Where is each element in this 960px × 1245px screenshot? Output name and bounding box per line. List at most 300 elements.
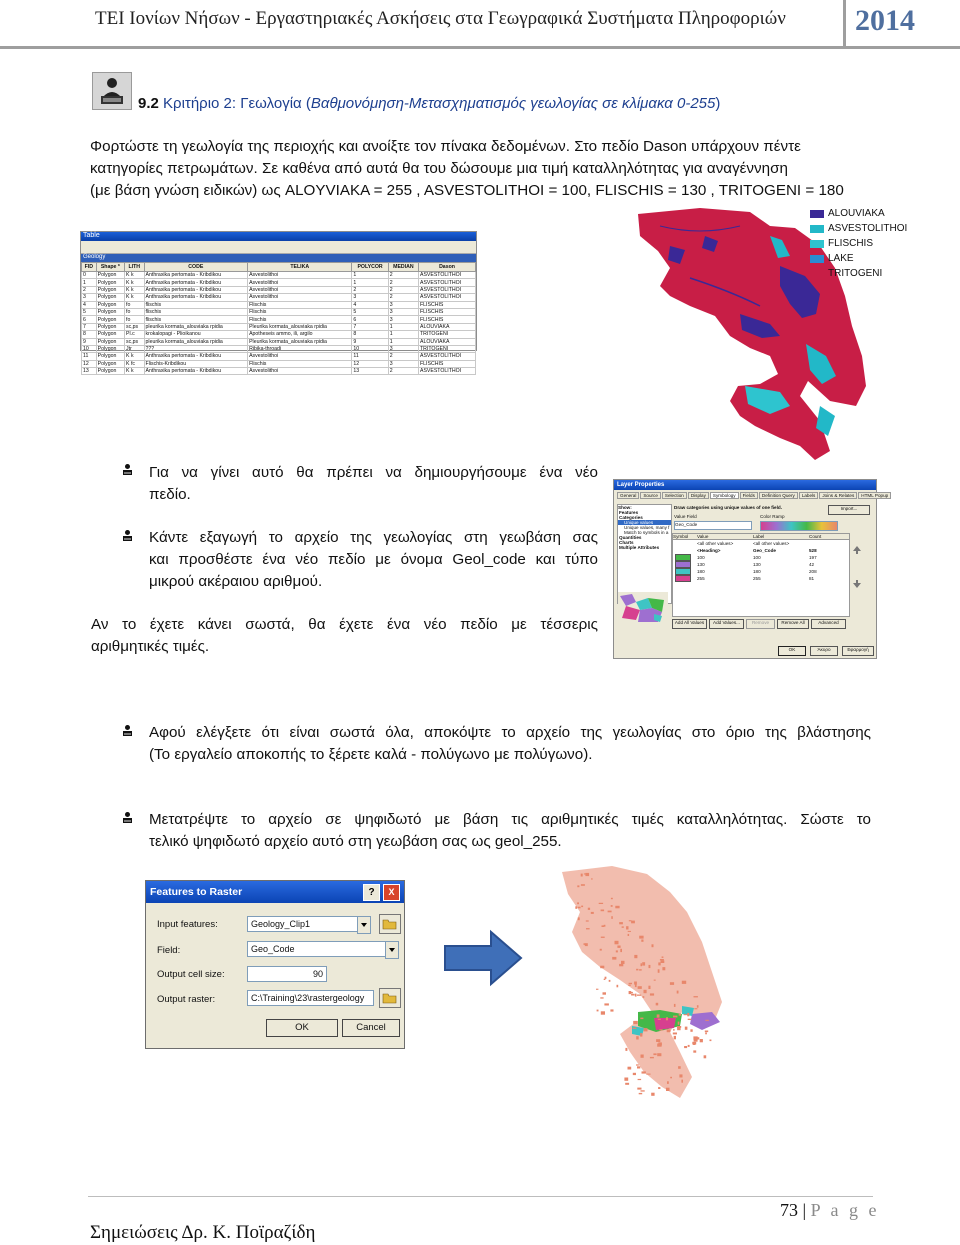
label-cell: 130: [753, 562, 761, 567]
table-cell: 9: [352, 338, 388, 345]
table-cell: 4: [352, 301, 388, 308]
running-header: ΤΕΙ Ιονίων Νήσων - Εργαστηριακές Ασκήσεις στα Γεωγραφικά Συστήματα Πληροφοριών: [95, 8, 786, 29]
raster-cell: [605, 977, 607, 979]
tab-joins-relates[interactable]: Joins & Relates: [819, 492, 857, 499]
column-header[interactable]: CODE: [144, 263, 248, 272]
table-cell: 2: [82, 286, 97, 293]
table-cell: flischis: [144, 316, 248, 323]
bullet-person-icon: [121, 811, 134, 824]
header-year: 2014: [855, 4, 915, 37]
output-raster-label: Output raster:: [157, 994, 216, 1005]
table-cell: 0: [82, 272, 97, 279]
raster-cell: [678, 1022, 680, 1025]
input-features-label: Input features:: [157, 919, 218, 930]
table-row[interactable]: [82, 294, 476, 301]
legend-label: LAKE: [828, 253, 854, 264]
value-cell: 130: [697, 562, 705, 567]
show-item[interactable]: Charts: [619, 540, 634, 545]
raster-cell: [679, 1014, 681, 1016]
table-cell: Anthraxika pertomata - Kribdikou: [144, 353, 248, 360]
raster-cell: [616, 950, 618, 952]
apply-button[interactable]: Εφαρμογή: [842, 646, 874, 656]
tab-source[interactable]: Source: [640, 492, 661, 499]
intro-line-2: κατηγορίες πετρωμάτων. Σε καθένα από αυτά θα του δώσουμε μια τιμή καταλληλότητας για αναγέννηση: [90, 160, 788, 177]
raster-cell: [678, 1066, 681, 1069]
table-cell: 3: [388, 360, 418, 367]
field-select[interactable]: Geo_Code: [247, 941, 388, 957]
raster-cell: [658, 1042, 662, 1045]
attribute-table-screenshot: [80, 231, 477, 375]
bullet-2-text: [149, 527, 598, 593]
raster-cell: [639, 969, 642, 970]
bullet-4-text: [149, 809, 871, 853]
raster-cell: [648, 986, 650, 989]
raster-cell: [581, 874, 583, 877]
count-cell: 208: [809, 569, 817, 574]
table-cell: Asvestolithoi: [248, 286, 352, 293]
raster-cell: [697, 1005, 699, 1008]
table-cell: 2: [388, 294, 418, 301]
raster-cell: [600, 949, 602, 951]
table-cell: Pleurika kormata_alouviaka rpidia: [248, 338, 352, 345]
draw-categories-text: Draw categories using unique values of one field.: [674, 505, 782, 510]
raster-cell: [611, 898, 613, 899]
table-cell: 12: [352, 360, 388, 367]
raster-cell: [710, 1040, 712, 1042]
tab-display[interactable]: Display: [688, 492, 709, 499]
raster-cell: [673, 1029, 675, 1031]
label-cell: <all other values>: [753, 541, 790, 546]
legend-swatch: [810, 225, 824, 233]
raster-cell: [659, 1029, 662, 1030]
attribute-grid: [81, 262, 476, 375]
section-title-italic: Βαθμονόμηση-Μετασχηματισμός γεωλογίας σε κλίμακα 0-255: [310, 95, 716, 112]
raster-cell: [584, 873, 588, 874]
table-row[interactable]: [82, 345, 476, 352]
input-features-select[interactable]: Geology_Clip1: [247, 916, 360, 932]
table-row[interactable]: [82, 279, 476, 286]
raster-cell: [654, 980, 656, 981]
table-cell: 8: [82, 331, 97, 338]
cancel-button[interactable]: Άκυρο: [810, 646, 838, 656]
raster-cell: [670, 982, 674, 985]
page-number: [780, 1200, 879, 1221]
cancel-button[interactable]: Cancel: [342, 1019, 400, 1037]
raster-cell: [685, 1027, 688, 1030]
open-folder-icon[interactable]: [379, 914, 401, 934]
table-cell: 1: [388, 331, 418, 338]
add-values-button[interactable]: Add Values...: [709, 619, 744, 629]
table-cell: Jtr: [125, 345, 144, 352]
raster-cell: [651, 1093, 654, 1096]
count-cell: 81: [809, 576, 815, 581]
table-cell: FLISCHIS: [419, 316, 476, 323]
raster-cell: [641, 940, 643, 942]
table-cell: ASVESTOLITHOI: [419, 279, 476, 286]
raster-cell: [575, 906, 577, 909]
table-cell: Asvestolithoi: [248, 294, 352, 301]
raster-cell: [641, 1055, 644, 1058]
table-cell: Polygon: [96, 331, 124, 338]
show-item[interactable]: Match to symbols in a: [624, 530, 669, 535]
output-cell-size-input[interactable]: 90: [247, 966, 327, 982]
raster-cell: [577, 902, 579, 904]
raster-cell: [693, 1036, 697, 1039]
table-row[interactable]: [82, 353, 476, 360]
symbol-swatch[interactable]: [673, 575, 697, 583]
table-cell: Pl.c: [125, 331, 144, 338]
table-cell: Flischis: [248, 308, 352, 315]
table-row[interactable]: [82, 308, 476, 315]
raster-cell: [601, 1011, 605, 1014]
table-cell: Polygon: [96, 279, 124, 286]
table-cell: FLISCHIS: [419, 308, 476, 315]
raster-cell: [635, 994, 637, 997]
symbol-swatch[interactable]: [673, 541, 697, 547]
table-cell: 1: [352, 279, 388, 286]
tab-labels[interactable]: Labels: [799, 492, 819, 499]
table-row[interactable]: [82, 286, 476, 293]
raster-cell: [670, 1077, 672, 1079]
tab-html-popup[interactable]: HTML Popup: [858, 492, 891, 499]
table-cell: 3: [388, 345, 418, 352]
raster-cell: [601, 937, 605, 938]
legend-item-tritogeni: [810, 266, 920, 281]
unique-value-row[interactable]: [673, 575, 849, 582]
color-ramp-select[interactable]: [760, 521, 838, 531]
raster-cell: [690, 1029, 692, 1032]
add-all-values-button[interactable]: Add All Values: [672, 619, 707, 629]
bullet-4-line-2: τελικό ψηφιδωτό αρχείο αυτό στη γεωβάση σας ως geol_255.: [149, 833, 562, 850]
page-number-value: 73: [780, 1200, 798, 1220]
table-cell: Flischis-Kribdikou: [144, 360, 248, 367]
raster-cell: [657, 1053, 661, 1056]
section-title-close: ): [715, 95, 721, 112]
col-label: Label: [753, 534, 765, 539]
column-header[interactable]: MEDIAN: [388, 263, 418, 272]
table-cell: sc,ps: [125, 323, 144, 330]
raster-cell: [640, 1018, 643, 1020]
raster-cell: [617, 985, 619, 988]
raster-cell: [619, 922, 623, 924]
column-header[interactable]: FID: [82, 263, 97, 272]
table-layer-tab: Geology: [81, 254, 476, 262]
help-button[interactable]: ?: [363, 884, 380, 901]
raster-cell: [688, 1019, 692, 1020]
table-cell: flischis: [144, 301, 248, 308]
raster-cell: [682, 981, 686, 984]
remove-button[interactable]: Remove: [746, 619, 775, 629]
bullet-person-icon: [121, 463, 134, 476]
table-cell: Flischis: [248, 301, 352, 308]
raster-cell: [634, 982, 637, 985]
legend-label: ALOUVIAKA: [828, 208, 885, 219]
raster-cell: [684, 1014, 687, 1015]
raster-cell: [600, 997, 603, 998]
table-cell: FLISCHIS: [419, 301, 476, 308]
table-cell: Anthraxika pertomata - Kribdikou: [144, 279, 248, 286]
raster-cell: [658, 969, 660, 973]
table-cell: fo: [125, 316, 144, 323]
color-ramp-label: Color Ramp: [760, 514, 785, 519]
raster-cell: [625, 1048, 627, 1051]
show-item[interactable]: Unique values: [618, 520, 671, 525]
bullet-3-line-1: Αφού ελέγξετε ότι είναι σωστά όλα, αποκόψτε το αρχείο της γεωλογίας στο όριο της βλάστησης: [149, 724, 871, 741]
footer-rule: [88, 1196, 873, 1197]
table-cell: Ribika-throadi: [248, 345, 352, 352]
result-line-1: Αν το έχετε κάνει σωστά, θα έχετε ένα νέο πεδίο με τέσσερις: [91, 616, 598, 633]
column-header[interactable]: LITH: [125, 263, 144, 272]
raster-cell: [687, 1013, 689, 1016]
table-cell: pleurika kormata_alouviaka rpidia: [144, 338, 248, 345]
table-cell: 12: [82, 360, 97, 367]
import-button[interactable]: Import...: [828, 505, 870, 515]
result-paragraph: [91, 614, 598, 658]
raster-cell: [673, 1033, 677, 1035]
count-cell: 197: [809, 555, 817, 560]
table-cell: Polygon: [96, 368, 124, 375]
raster-cell: [631, 921, 635, 924]
raster-cell: [581, 884, 585, 886]
page-separator: |: [802, 1200, 807, 1220]
raster-cell: [608, 911, 612, 913]
raster-cell: [600, 966, 604, 969]
tab-definition-query[interactable]: Definition Query: [759, 492, 798, 499]
bullet-1-text: [149, 462, 598, 506]
raster-cell: [688, 1045, 690, 1047]
map-legend: [810, 206, 920, 281]
raster-cell: [577, 885, 579, 887]
column-header[interactable]: Dason: [419, 263, 476, 272]
unique-value-row[interactable]: [673, 561, 849, 568]
table-cell: ???: [144, 345, 248, 352]
value-field-label: Value Field: [674, 514, 697, 519]
value-field-select[interactable]: Geo_Code: [674, 521, 752, 530]
table-cell: 8: [352, 331, 388, 338]
table-row[interactable]: [82, 316, 476, 323]
table-cell: 7: [352, 323, 388, 330]
show-panel: [617, 504, 672, 604]
raster-cell: [705, 1032, 707, 1034]
table-cell: 7: [82, 323, 97, 330]
raster-cell: [644, 990, 647, 993]
table-cell: Asvestolithoi: [248, 368, 352, 375]
raster-cell: [644, 1028, 648, 1031]
close-button[interactable]: X: [383, 884, 400, 901]
legend-label: TRITOGENI: [828, 268, 883, 279]
table-row[interactable]: [82, 272, 476, 279]
tab-fields[interactable]: Fields: [740, 492, 758, 499]
table-cell: ASVESTOLITHOI: [419, 353, 476, 360]
tab-general[interactable]: General: [617, 492, 639, 499]
table-cell: 2: [388, 368, 418, 375]
raster-cell: [629, 920, 632, 921]
show-item[interactable]: Categories: [619, 515, 643, 520]
table-cell: K k: [125, 272, 144, 279]
table-cell: Asvestolithoi: [248, 272, 352, 279]
raster-cell: [622, 926, 624, 927]
tab-selection[interactable]: Selection: [662, 492, 687, 499]
header-separator: [843, 0, 846, 49]
count-cell: 42: [809, 562, 815, 567]
raster-cell: [667, 1081, 669, 1084]
raster-cell: [705, 1020, 709, 1021]
table-cell: Anthraxika pertomata - Kribdikou: [144, 294, 248, 301]
raster-cell: [602, 925, 605, 927]
raster-cell: [662, 957, 664, 958]
output-cell-size-label: Output cell size:: [157, 969, 225, 980]
raster-cell: [586, 928, 590, 929]
column-header[interactable]: TELIKA: [248, 263, 352, 272]
legend-label: ASVESTOLITHOI: [828, 223, 908, 234]
raster-cell: [694, 996, 698, 997]
table-cell: 3: [388, 301, 418, 308]
bullet-2-line-1: Κάντε εξαγωγή το αρχείο της γεωλογίας στη γεωβάση σας: [149, 529, 598, 546]
table-cell: K k: [125, 279, 144, 286]
unique-value-row[interactable]: [673, 568, 849, 575]
value-cell: 100: [697, 555, 705, 560]
chevron-down-icon[interactable]: [385, 941, 399, 959]
label-cell: Geo_Code: [753, 548, 776, 553]
raster-cell: [636, 1036, 639, 1039]
layer-properties-tabs: [614, 490, 889, 498]
table-row[interactable]: [82, 368, 476, 375]
legend-swatch: [810, 240, 824, 248]
advanced-button[interactable]: Advanced: [811, 619, 846, 629]
show-item[interactable]: Unique values, many f: [624, 525, 670, 530]
legend-item-aloyviaka: [810, 206, 920, 221]
raster-cell: [674, 1036, 676, 1039]
label-cell: 180: [753, 569, 761, 574]
chevron-down-icon[interactable]: [357, 916, 371, 934]
col-value: Value: [697, 534, 709, 539]
table-cell: K k: [125, 368, 144, 375]
table-cell: 10: [352, 345, 388, 352]
table-row[interactable]: [82, 301, 476, 308]
move-up-arrow-icon[interactable]: [852, 542, 862, 552]
table-cell: krokalopagi - Plioikanou: [144, 331, 248, 338]
move-down-arrow-icon[interactable]: [852, 576, 862, 586]
table-row[interactable]: [82, 360, 476, 367]
table-cell: 2: [388, 286, 418, 293]
table-cell: 3: [82, 294, 97, 301]
footer-author: Σημειώσεις Δρ. Κ. Ποϊραζίδη: [90, 1222, 316, 1243]
table-cell: 3: [388, 316, 418, 323]
table-cell: ASVESTOLITHOI: [419, 272, 476, 279]
count-cell: 528: [809, 548, 817, 553]
table-cell: Polygon: [96, 286, 124, 293]
table-window-title: Table: [81, 232, 476, 241]
table-cell: Polygon: [96, 308, 124, 315]
table-cell: 3: [388, 308, 418, 315]
column-header[interactable]: POLYCOR: [352, 263, 388, 272]
raster-cell: [603, 992, 607, 994]
raster-cell: [641, 1090, 645, 1091]
table-cell: 1: [388, 338, 418, 345]
tab-symbology[interactable]: Symbology: [710, 492, 739, 499]
ok-button[interactable]: OK: [266, 1019, 338, 1037]
legend-swatch: [810, 255, 824, 263]
raster-cell: [640, 1033, 642, 1037]
table-cell: 9: [82, 338, 97, 345]
remove-all-button[interactable]: Remove All: [777, 619, 809, 629]
raster-cell: [641, 963, 643, 966]
raster-cell: [679, 1074, 682, 1077]
table-cell: 4: [82, 301, 97, 308]
table-cell: Flischis: [248, 316, 352, 323]
table-row[interactable]: [82, 323, 476, 330]
table-row[interactable]: [82, 338, 476, 345]
legend-item-flischis: [810, 236, 920, 251]
table-cell: Flischis: [248, 360, 352, 367]
raster-cell: [591, 878, 593, 879]
output-raster-input[interactable]: C:\Training\23\rastergeology: [247, 990, 374, 1006]
section-heading: [138, 95, 720, 112]
label-cell: 255: [753, 576, 761, 581]
label-cell: 100: [753, 555, 761, 560]
table-cell: Polygon: [96, 316, 124, 323]
header-rule: [0, 46, 960, 49]
table-cell: 13: [352, 368, 388, 375]
legend-label: FLISCHIS: [828, 238, 874, 249]
raster-cell: [636, 1064, 639, 1065]
raster-cell: [629, 983, 632, 984]
raster-cell: [625, 1083, 629, 1085]
raster-cell: [642, 1071, 646, 1073]
table-cell: 1: [82, 279, 97, 286]
table-cell: 2: [388, 353, 418, 360]
column-header[interactable]: Shape *: [96, 263, 124, 272]
table-row[interactable]: [82, 331, 476, 338]
raster-cell: [610, 1009, 613, 1011]
unique-value-row[interactable]: [673, 554, 849, 561]
table-cell: Pleurika kormata_alouviaka rpidia: [248, 323, 352, 330]
table-cell: 2: [352, 286, 388, 293]
table-cell: Apotheseis ammo, ili, argilo: [248, 331, 352, 338]
bullet-2-line-3: μικρού ακέραιου αριθμού.: [149, 573, 323, 590]
raster-cell: [624, 1078, 628, 1081]
ok-button[interactable]: OK: [778, 646, 806, 656]
unique-value-row[interactable]: [673, 540, 849, 547]
raster-result-map: [552, 862, 762, 1102]
legend-swatch: [810, 270, 824, 278]
raster-cell: [667, 1029, 671, 1032]
raster-cell: [656, 1039, 660, 1042]
show-item[interactable]: Quantities: [619, 535, 642, 540]
table-cell: TRITOGENI: [419, 331, 476, 338]
raster-cell: [649, 965, 651, 968]
table-cell: pleurika kormata_alouviaka rpidia: [144, 323, 248, 330]
raster-cell: [629, 991, 632, 994]
legend-swatch: [810, 210, 824, 218]
open-folder-icon[interactable]: [379, 988, 401, 1008]
table-cell: 10: [82, 345, 97, 352]
raster-cell: [662, 967, 665, 970]
show-item[interactable]: Features: [619, 510, 639, 515]
bullet-3-text: [149, 722, 871, 766]
raster-cell: [604, 1003, 609, 1005]
raster-cell: [591, 912, 594, 914]
table-cell: 13: [82, 368, 97, 375]
table-cell: TRITOGENI: [419, 345, 476, 352]
raster-cell: [615, 941, 619, 945]
show-item[interactable]: Multiple Attributes: [619, 545, 660, 550]
unique-value-row[interactable]: [673, 547, 849, 554]
raster-cell: [677, 1026, 681, 1028]
raster-cell: [628, 931, 631, 932]
table-cell: sc,ps: [125, 338, 144, 345]
table-cell: Polygon: [96, 323, 124, 330]
